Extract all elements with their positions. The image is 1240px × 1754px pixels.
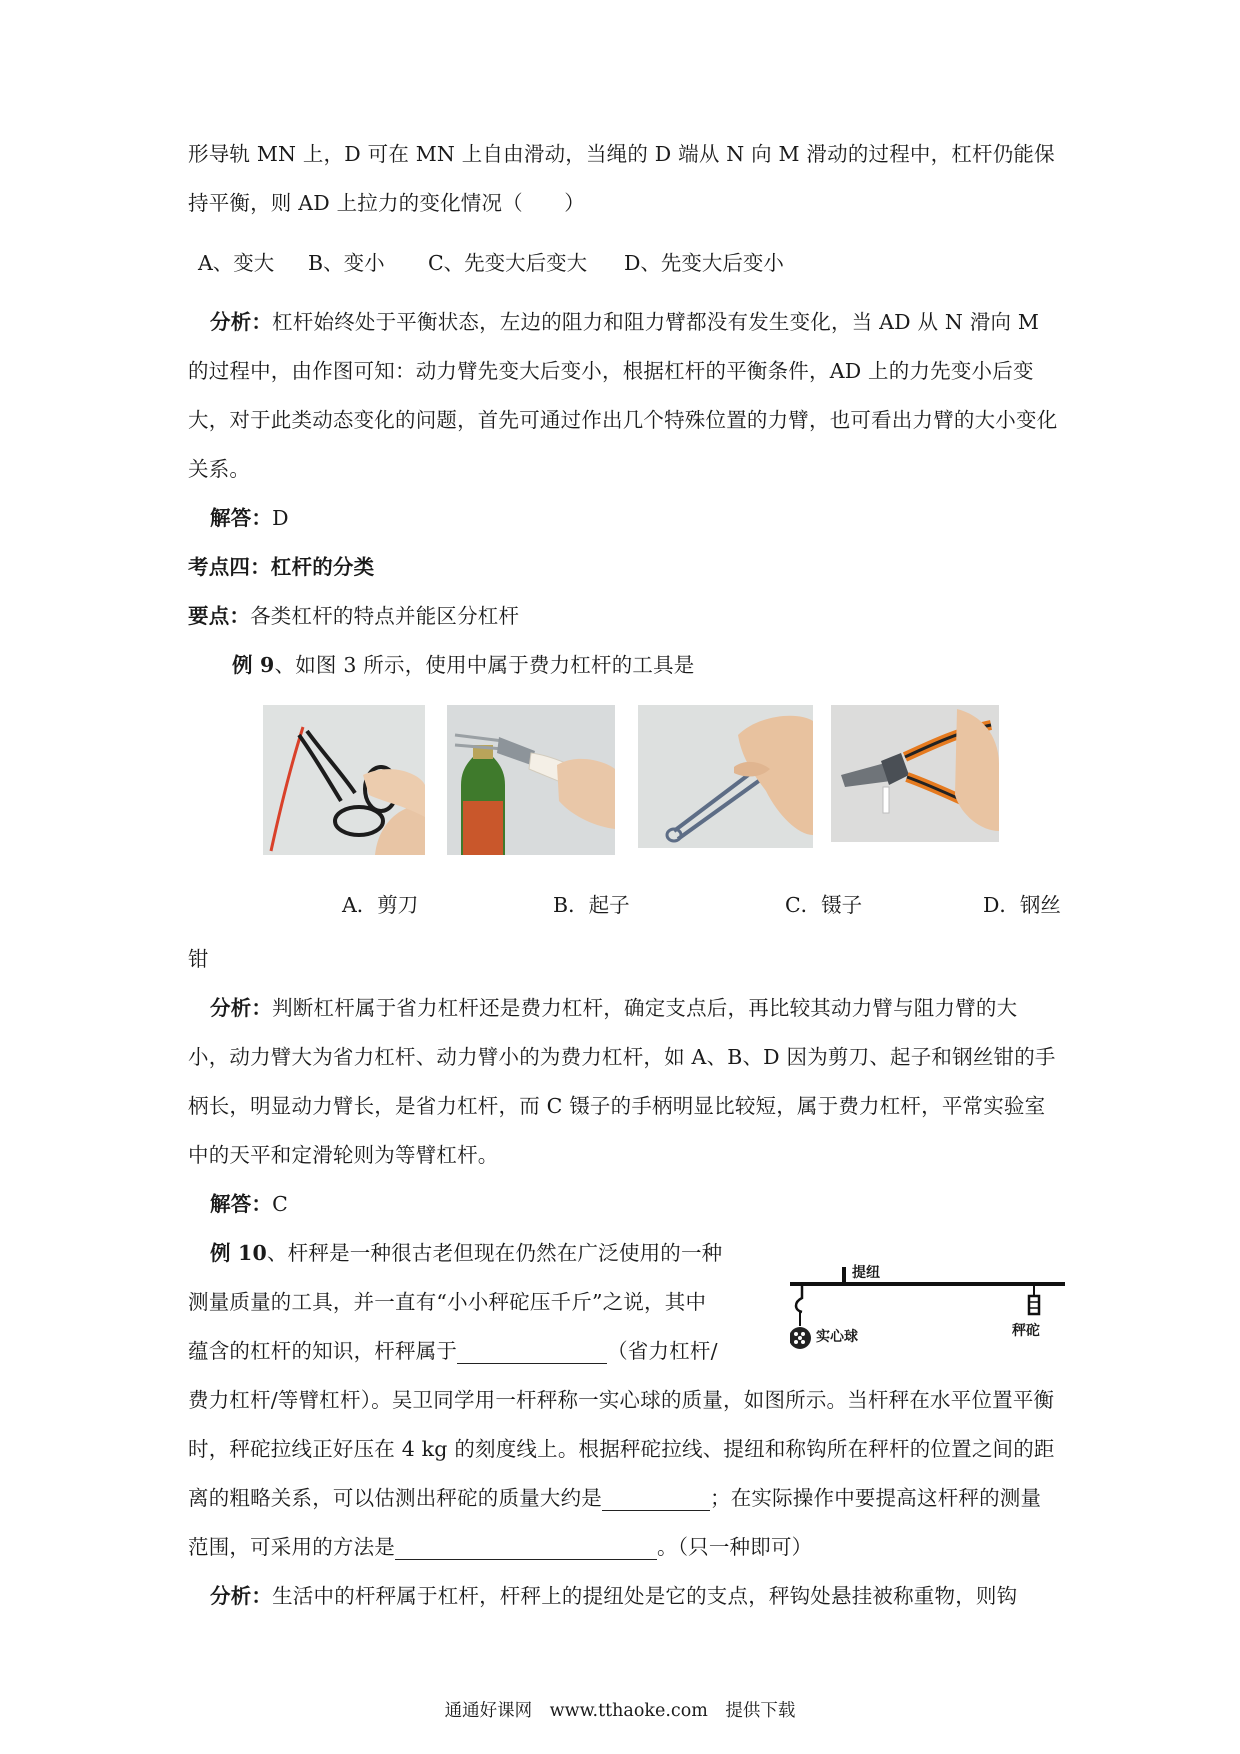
answer-label: 解答： [210,1192,273,1216]
option-b: B、变小 [308,251,385,275]
steelyard-diagram [790,1262,1065,1370]
key-point-label: 要点： [188,604,251,628]
example-10-text: 、杆秤是一种很古老但现在仍然在广泛使用的一种 [266,1241,723,1265]
answer-line-2 [188,1180,1058,1229]
analysis-label: 分析： [210,310,273,334]
example-10-rest [188,1376,1058,1572]
option-d: D、先变大后变小 [624,251,784,275]
weight-label: 秤砣 [1012,1323,1040,1339]
example-10-line-2: 测量质量的工具，并一直有“小小秤砣压千斤”之说，其中 [188,1290,707,1314]
analysis-paragraph-2 [188,984,1058,1180]
example-10-text: 费力杠杆/等臂杠杆）。吴卫同学用一杆秤称一实心球的质量，如图所示。当杆秤在水平位置平衡时，秤砣拉线正好压在 4 kg 的刻度线上。根据秤砣拉线、提纽和称钩所在秤杆的位置之间的距离的粗略关系，可以估测出秤砣的质量大约是 [188,1388,1055,1510]
example-10-text: ；在实际操作中要提高这杆秤的测量范围，可采用的方法是 [188,1486,1042,1559]
question-stem: 形导轨 MN 上，D 可在 MN 上自由滑动，当绳的 D 端从 N 向 M 滑动的过程中，杠杆仍能保持平衡，则 AD 上拉力的变化情况（ ） [188,142,1055,215]
analysis-text: 杠杆始终处于平衡状态，左边的阻力和阻力臂都没有发生变化，当 AD 从 N 滑向 M 的过程中，由作图可知：动力臂先变大后变小，根据杠杆的平衡条件，AD 上的力先变小后变大，对于此类动态变化的问题，首先可通过作出几个特殊位置的力臂，也可看出力臂的大小变化关系。 [188,310,1058,481]
section-title: 考点四：杠杆的分类 [188,555,375,579]
analysis-text: 判断杠杆属于省力杠杆还是费力杠杆，确定支点后，再比较其动力臂与阻力臂的大小，动力臂大为省力杠杆、动力臂小的为费力杠杆，如 A、B、D 因为剪刀、起子和钢丝钳的手柄长，明显动力臂长，是省力杠杆，而 C 镊子的手柄明显比较短，属于费力杠杆，平常实验室中的天平和定滑轮则为等臂杠杆。 [188,996,1056,1167]
caption-b: B．起子 [553,893,630,917]
pliers-photo [831,705,999,842]
answer-label: 解答： [210,506,273,530]
caption-c: C．镊子 [785,893,863,917]
caption-a: A．剪刀 [342,893,419,917]
answer-blank-2[interactable] [602,1486,710,1511]
example-10-text: 蕴含的杠杆的知识，杆秤属于 [188,1339,458,1363]
analysis-label: 分析： [210,1584,273,1608]
example-10-line-1 [188,1229,768,1278]
answer-text: D [272,506,289,530]
analysis-paragraph-3 [188,1572,1058,1621]
bottle-opener-photo [447,705,615,855]
tweezers-photo [638,705,813,848]
example-10-text: （省力杠杆/ [607,1339,718,1363]
knob-label: 提纽 [852,1265,880,1281]
ball-label: 实心球 [816,1329,858,1345]
key-point [188,592,1058,641]
option-a: A、变大 [198,251,275,275]
example-9-text: 、如图 3 所示，使用中属于费力杠杆的工具是 [274,653,695,677]
example-9-label: 例 9 [232,653,275,677]
answer-line [188,494,1058,543]
answer-options [198,246,784,276]
analysis-label: 分析： [210,996,273,1020]
example-9-question [232,641,1052,690]
steelyard-figure [790,1262,1065,1370]
answer-text: C [272,1192,288,1216]
example-10-line-3 [188,1327,788,1376]
scissors-photo [263,705,425,855]
caption-d-wrap: 钳 [188,947,209,971]
option-c: C、先变大后变大 [428,251,588,275]
answer-blank-3[interactable] [395,1535,657,1560]
example-10-label: 例 10 [210,1241,267,1265]
analysis-text: 生活中的杆秤属于杠杆，杆秤上的提纽处是它的支点，秤钩处悬挂被称重物，则钩 [272,1584,1018,1608]
analysis-paragraph [188,298,1058,494]
caption-d: D．钢丝 [983,893,1061,917]
page-footer: 通通好课网 www.tthaoke.com 提供下载 [444,1701,796,1721]
answer-blank-1[interactable] [457,1339,607,1364]
key-point-text: 各类杠杆的特点并能区分杠杆 [250,604,520,628]
example-10-text: 。（只一种即可） [657,1535,813,1559]
